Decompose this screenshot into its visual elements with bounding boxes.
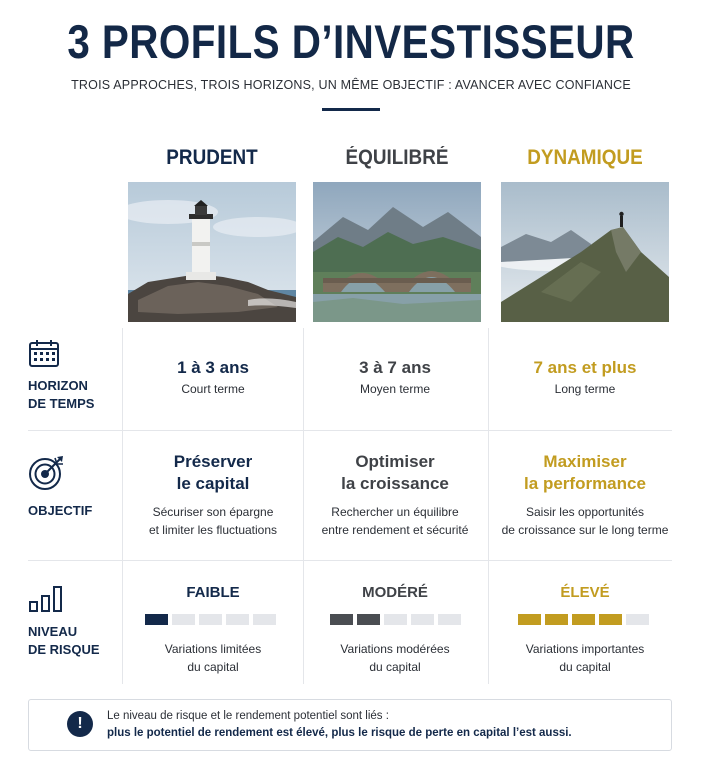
stone-bridge-image [313,182,481,322]
objectif-title-line: Optimiser [355,452,435,471]
grid-line [28,560,672,561]
row-label-line: NIVEAU [28,624,78,639]
risk-meter-segment [518,614,541,625]
target-icon [28,455,66,496]
risk-meter-segment [357,614,380,625]
exclamation-icon: ! [67,711,93,737]
objectif-title-line: la performance [524,474,646,493]
objectif-title [305,451,485,495]
risk-meter-segment [572,614,595,625]
objectif-title-line: le capital [176,474,250,493]
grid-line [488,328,489,684]
risk-meter-segment [145,614,168,625]
row-label-risque [28,623,100,659]
horizon-cell-prudent [123,357,303,398]
risk-meter-segment [330,614,353,625]
mountain-summit-image [501,182,669,322]
risk-meter-segment [172,614,195,625]
page-title: 3 PROFILS D’INVESTISSEUR [67,15,635,68]
objectif-title [495,451,675,495]
note-line-2: plus le potentiel de rendement est élevé, plus le risque de perte en capital l’est aussi. [107,727,572,739]
lighthouse-image [128,182,296,322]
page-subtitle: TROIS APPROCHES, TROIS HORIZONS, UN MÊME OBJECTIF : AVANCER AVEC CONFIANCE [71,78,631,92]
objectif-title-line: Préserver [173,452,253,471]
risk-description-line: du capital [559,660,611,674]
calendar-icon [28,338,60,373]
risk-description-line: du capital [187,660,239,674]
profile-title-prudent: PRUDENT [166,146,258,169]
risk-description-line: Variations modérées [340,642,450,656]
risk-description-line: Variations limitées [164,642,262,656]
objectif-description [123,503,303,539]
risk-meter-segment [438,614,461,625]
row-label-line: DE RISQUE [28,642,100,657]
objectif-title [123,451,303,495]
horizon-value: 7 ans et plus [533,358,637,377]
risk-description-dynamique [495,640,675,676]
risk-meter-segment [384,614,407,625]
row-label-objectif: OBJECTIF [28,503,93,518]
objectif-description-line: Rechercher un équilibre [331,505,459,519]
profile-title-equilibre: ÉQUILIBRÉ [345,146,449,169]
risk-level-dynamique: ÉLEVÉ [560,584,610,601]
risk-description-line: du capital [369,660,421,674]
objectif-description-line: et limiter les fluctuations [148,523,278,537]
objectif-title-line: Maximiser [543,452,627,471]
horizon-cell-dynamique [495,357,675,398]
objectif-description [305,503,485,539]
risk-meter-segment [253,614,276,625]
objectif-cell-equilibre [305,451,485,539]
profile-title-dynamique: DYNAMIQUE [527,146,643,169]
row-label-line: DE TEMPS [28,396,95,411]
horizon-value: 3 à 7 ans [359,358,431,377]
risk-description-line: Variations importantes [525,642,645,656]
risk-meter-dynamique [518,614,649,625]
bar-chart-icon [28,585,68,618]
grid-line [28,430,672,431]
horizon-caption: Long terme [554,382,616,396]
title-divider [322,108,380,111]
risk-meter-segment [545,614,568,625]
risk-meter-segment [411,614,434,625]
risk-level-equilibre: MODÉRÉ [362,584,428,601]
horizon-value: 1 à 3 ans [177,358,249,377]
risk-meter-segment [226,614,249,625]
objectif-description-line: de croissance sur le long terme [501,523,669,537]
row-label-line: HORIZON [28,378,88,393]
objectif-description [495,503,675,539]
risk-meter-prudent [145,614,276,625]
horizon-cell-equilibre [305,357,485,398]
objectif-description-line: entre rendement et sécurité [321,523,469,537]
risk-description-equilibre [305,640,485,676]
risk-description-prudent [123,640,303,676]
risk-meter-segment [626,614,649,625]
risk-level-prudent: FAIBLE [186,584,240,601]
grid-line [303,328,304,684]
objectif-cell-dynamique [495,451,675,539]
objectif-title-line: la croissance [341,474,449,493]
objectif-description-line: Sécuriser son épargne [152,505,274,519]
row-label-horizon [28,377,94,413]
risk-meter-segment [199,614,222,625]
horizon-caption: Moyen terme [359,382,431,396]
objectif-description-line: Saisir les opportunités [525,505,645,519]
risk-meter-equilibre [330,614,461,625]
info-note-box [28,699,672,751]
note-line-1: Le niveau de risque et le rendement potentiel sont liés : [107,710,389,722]
objectif-cell-prudent [123,451,303,539]
horizon-caption: Court terme [181,382,245,396]
risk-meter-segment [599,614,622,625]
